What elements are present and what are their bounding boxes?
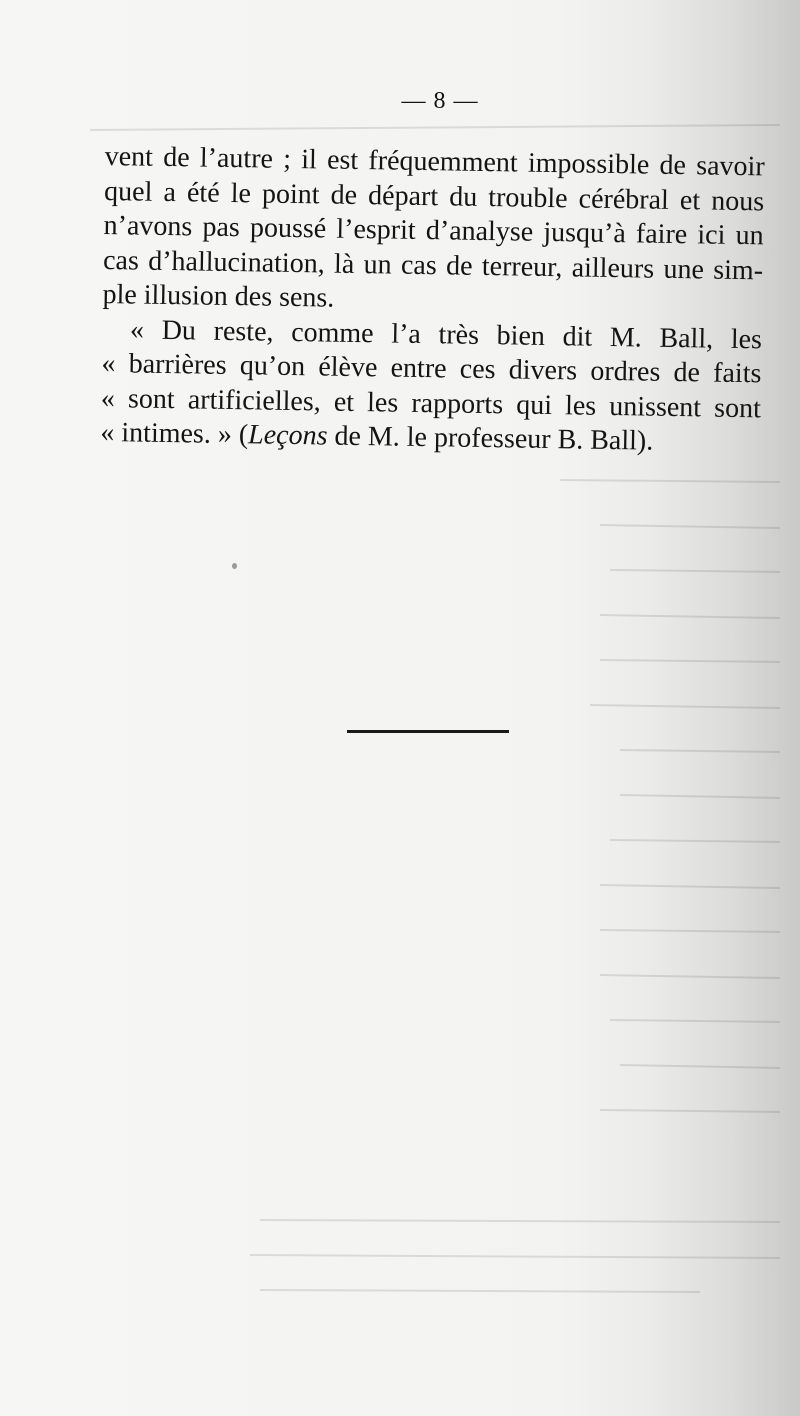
text-line: « barrières qu’on élève entre ces divers ordres de faits — [101, 347, 762, 390]
text-line: vent de l’autre ; il est fréquemment impossible de savoir — [104, 140, 765, 183]
text-line: quel a été le point de départ du trouble cérébral et nous — [103, 175, 765, 217]
body-text — [100, 140, 765, 461]
page-number: — 8 — — [401, 88, 479, 114]
text-line: ple illusion des sens. — [102, 278, 335, 314]
text-line: « sont artificielles, et les rapports qui les unissent sont — [100, 382, 762, 424]
text-line: « Du reste, comme l’a très bien dit M. Ball, les — [129, 313, 763, 355]
text-line: n’avons pas poussé l’esprit d’analyse jusqu’à faire ici un — [103, 209, 764, 252]
ink-speck — [232, 563, 237, 569]
text-line: cas d’hallucination, là un cas de terreur, ailleurs une sim- — [102, 244, 764, 286]
italic-title: Leçons — [247, 419, 328, 452]
text-fragment: de M. le professeur B. Ball). — [327, 420, 654, 457]
text-fragment: « intimes. » ( — [100, 416, 249, 451]
section-rule — [347, 730, 509, 733]
